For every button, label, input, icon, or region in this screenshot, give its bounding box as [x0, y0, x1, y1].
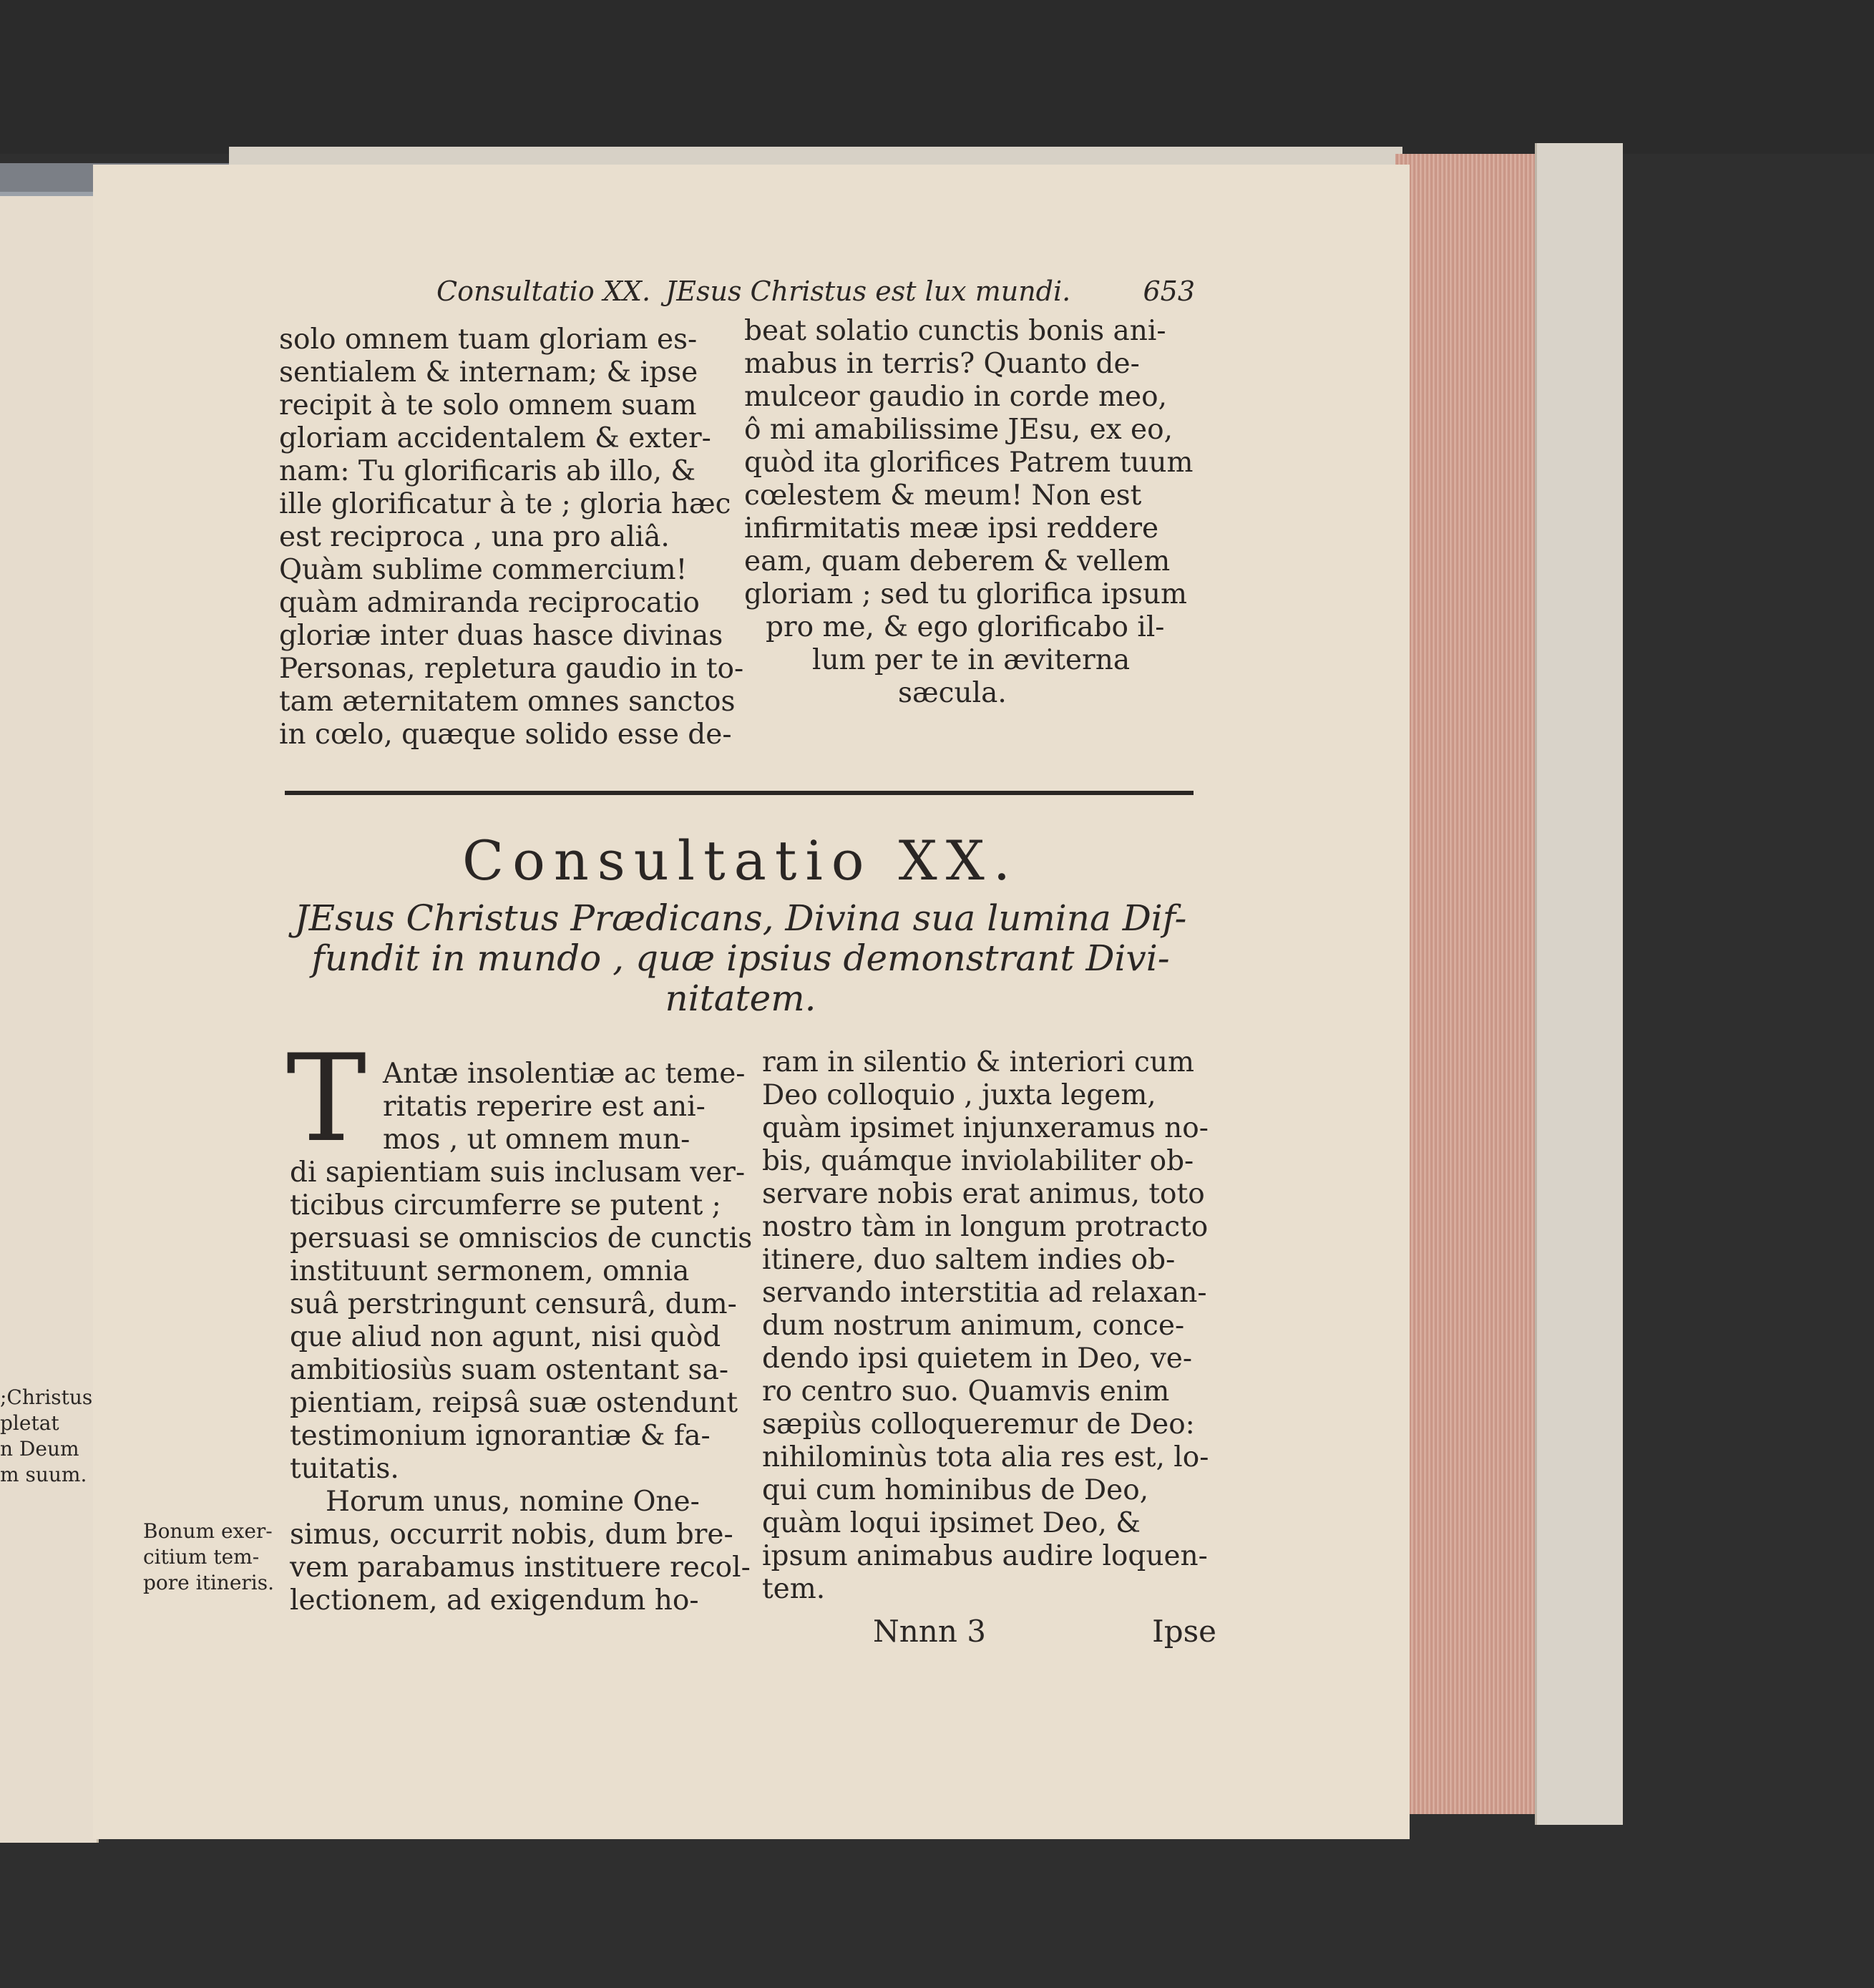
body-left-column [290, 1058, 752, 1617]
text-line: ticibus circumferre se putent ; [290, 1189, 721, 1222]
text-line: in cœlo, quæque solido esse de- [279, 718, 732, 751]
text-line: Antæ insolentiæ ac teme- [383, 1058, 746, 1090]
text-line: tam æternitatem omnes sanctos [279, 686, 736, 718]
text-line: eam, quam deberem & vellem [744, 545, 1171, 578]
text-line: qui cum hominibus de Deo, [762, 1474, 1149, 1506]
text-line: simus, occurrit nobis, dum bre- [290, 1519, 733, 1551]
text-line: que aliud non agunt, nisi quòd [290, 1321, 721, 1353]
text-line: pro me, & ego glorificabo il- [766, 611, 1165, 643]
margin-note [143, 1519, 274, 1596]
text-line: itinere, duo saltem indies ob- [762, 1244, 1176, 1276]
text-line: ipsum animabus audire loquen- [762, 1540, 1208, 1572]
text-line: sentialem & internam; & ipse [279, 356, 698, 389]
margin-note-line: Bonum exer- [143, 1519, 273, 1543]
text-line: gloriam accidentalem & exter- [279, 422, 711, 454]
text-line: sæcula. [898, 677, 1007, 709]
text-line: ille glorificatur à te ; gloria hæc [279, 488, 731, 520]
top-right-column [744, 315, 1194, 710]
text-line: ambitiosiùs suam ostentant sa- [290, 1354, 728, 1386]
left-page [0, 168, 99, 1843]
text-line: persuasi se omniscios de cunctis [290, 1222, 753, 1254]
text-line: mulceor gaudio in corde meo, [744, 381, 1167, 413]
text-line: tuitatis. [290, 1453, 399, 1485]
text-line: lum per te in æviterna [812, 644, 1131, 676]
margin-note-line: pore itineris. [143, 1571, 275, 1594]
page-block-edges [1395, 154, 1538, 1814]
text-line: servare nobis erat animus, toto [762, 1178, 1205, 1210]
text-line: servando interstitia ad relaxan- [762, 1277, 1207, 1309]
background-top [0, 0, 1874, 154]
text-line: ô mi amabilissime JEsu, ex eo, [744, 414, 1173, 446]
text-line: recipit à te solo omnem suam [279, 389, 697, 422]
text-line: mabus in terris? Quanto de- [744, 348, 1140, 380]
section-rule [285, 791, 1194, 795]
text-line: mos , ut omnem mun- [383, 1124, 690, 1156]
drop-cap: T [286, 1028, 367, 1169]
text-line: gloriam ; sed tu glorifica ipsum [744, 578, 1187, 610]
text-line: ram in silentio & interiori cum [762, 1046, 1194, 1078]
text-line: dendo ipsi quietem in Deo, ve- [762, 1343, 1192, 1375]
text-line: testimonium ignorantiæ & fa- [290, 1420, 711, 1452]
text-line: solo omnem tuam gloriam es- [279, 323, 698, 356]
text-line: gloriæ inter duas hasce divinas [279, 620, 723, 652]
text-line: vem parabamus instituere recol- [290, 1551, 751, 1584]
text-line: Horum unus, nomine One- [326, 1486, 700, 1518]
left-fragment-line: ;Christus [0, 1385, 93, 1409]
left-fragment-line: n Deum [0, 1437, 79, 1461]
text-line: di sapientiam suis inclusam ver- [290, 1156, 746, 1189]
text-line: quàm admiranda reciprocatio [279, 587, 700, 619]
text-line: tem. [762, 1573, 826, 1605]
top-left-column [279, 323, 743, 751]
text-line: Quàm sublime commercium! [279, 554, 688, 586]
page-footer [873, 1614, 1216, 1657]
body-right-column [762, 1046, 1209, 1606]
margin-note-line: citium tem- [143, 1545, 260, 1569]
text-line: sæpiùs colloqueremur de Deo: [762, 1408, 1195, 1441]
signature-mark: Nnnn 3 [873, 1614, 986, 1649]
text-line: bis, quámque inviolabiliter ob- [762, 1145, 1194, 1177]
header-middle: JEsus Christus est lux mundi. [665, 276, 1071, 307]
subtitle-line: fundit in mundo , quæ ipsius demonstrant Divi- [311, 937, 1170, 979]
section-subtitle [286, 898, 1195, 1018]
left-fragment-line: pletat [0, 1411, 59, 1435]
text-line: ritatis reperire est ani- [383, 1091, 706, 1123]
text-line: Deo colloquio , juxta legem, [762, 1079, 1156, 1111]
section-title: Consultatio XX. [462, 829, 1020, 892]
subtitle-line: JEsus Christus Prædicans, Divina sua lumina Dif- [294, 897, 1187, 939]
text-line: quàm ipsimet injunxeramus no- [762, 1112, 1209, 1144]
text-line: beat solatio cunctis bonis ani- [744, 315, 1166, 347]
text-line: est reciproca , una pro aliâ. [279, 521, 670, 553]
left-fragment-line: m suum. [0, 1463, 87, 1486]
text-line: nam: Tu glorificaris ab illo, & [279, 455, 696, 487]
subtitle-line: nitatem. [665, 978, 816, 1019]
text-line: pientiam, reipsâ suæ ostendunt [290, 1387, 738, 1419]
text-line: cœlestem & meum! Non est [744, 479, 1142, 512]
running-header [436, 276, 1195, 318]
text-line: infirmitatis meæ ipsi reddere [744, 512, 1159, 545]
text-line: Personas, repletura gaudio in to- [279, 653, 744, 685]
text-line: quòd ita glorifices Patrem tuum [744, 447, 1194, 479]
text-line: suâ perstringunt censurâ, dum- [290, 1288, 737, 1320]
left-page-margin-fragment [0, 1385, 92, 1488]
text-line: quàm loqui ipsimet Deo, & [762, 1507, 1141, 1539]
page-number: 653 [1143, 276, 1195, 307]
catchword: Ipse [1152, 1614, 1216, 1649]
text-line: nihilominùs tota alia res est, lo- [762, 1441, 1209, 1473]
header-left: Consultatio XX. [436, 276, 651, 307]
text-line: lectionem, ad exigendum ho- [290, 1584, 699, 1617]
text-line: instituunt sermonem, omnia [290, 1255, 690, 1287]
text-line: dum nostrum animum, conce- [762, 1310, 1185, 1342]
text-line: nostro tàm in longum protracto [762, 1211, 1209, 1243]
cover-right-edge [1535, 143, 1623, 1825]
text-line: ro centro suo. Quamvis enim [762, 1375, 1170, 1408]
